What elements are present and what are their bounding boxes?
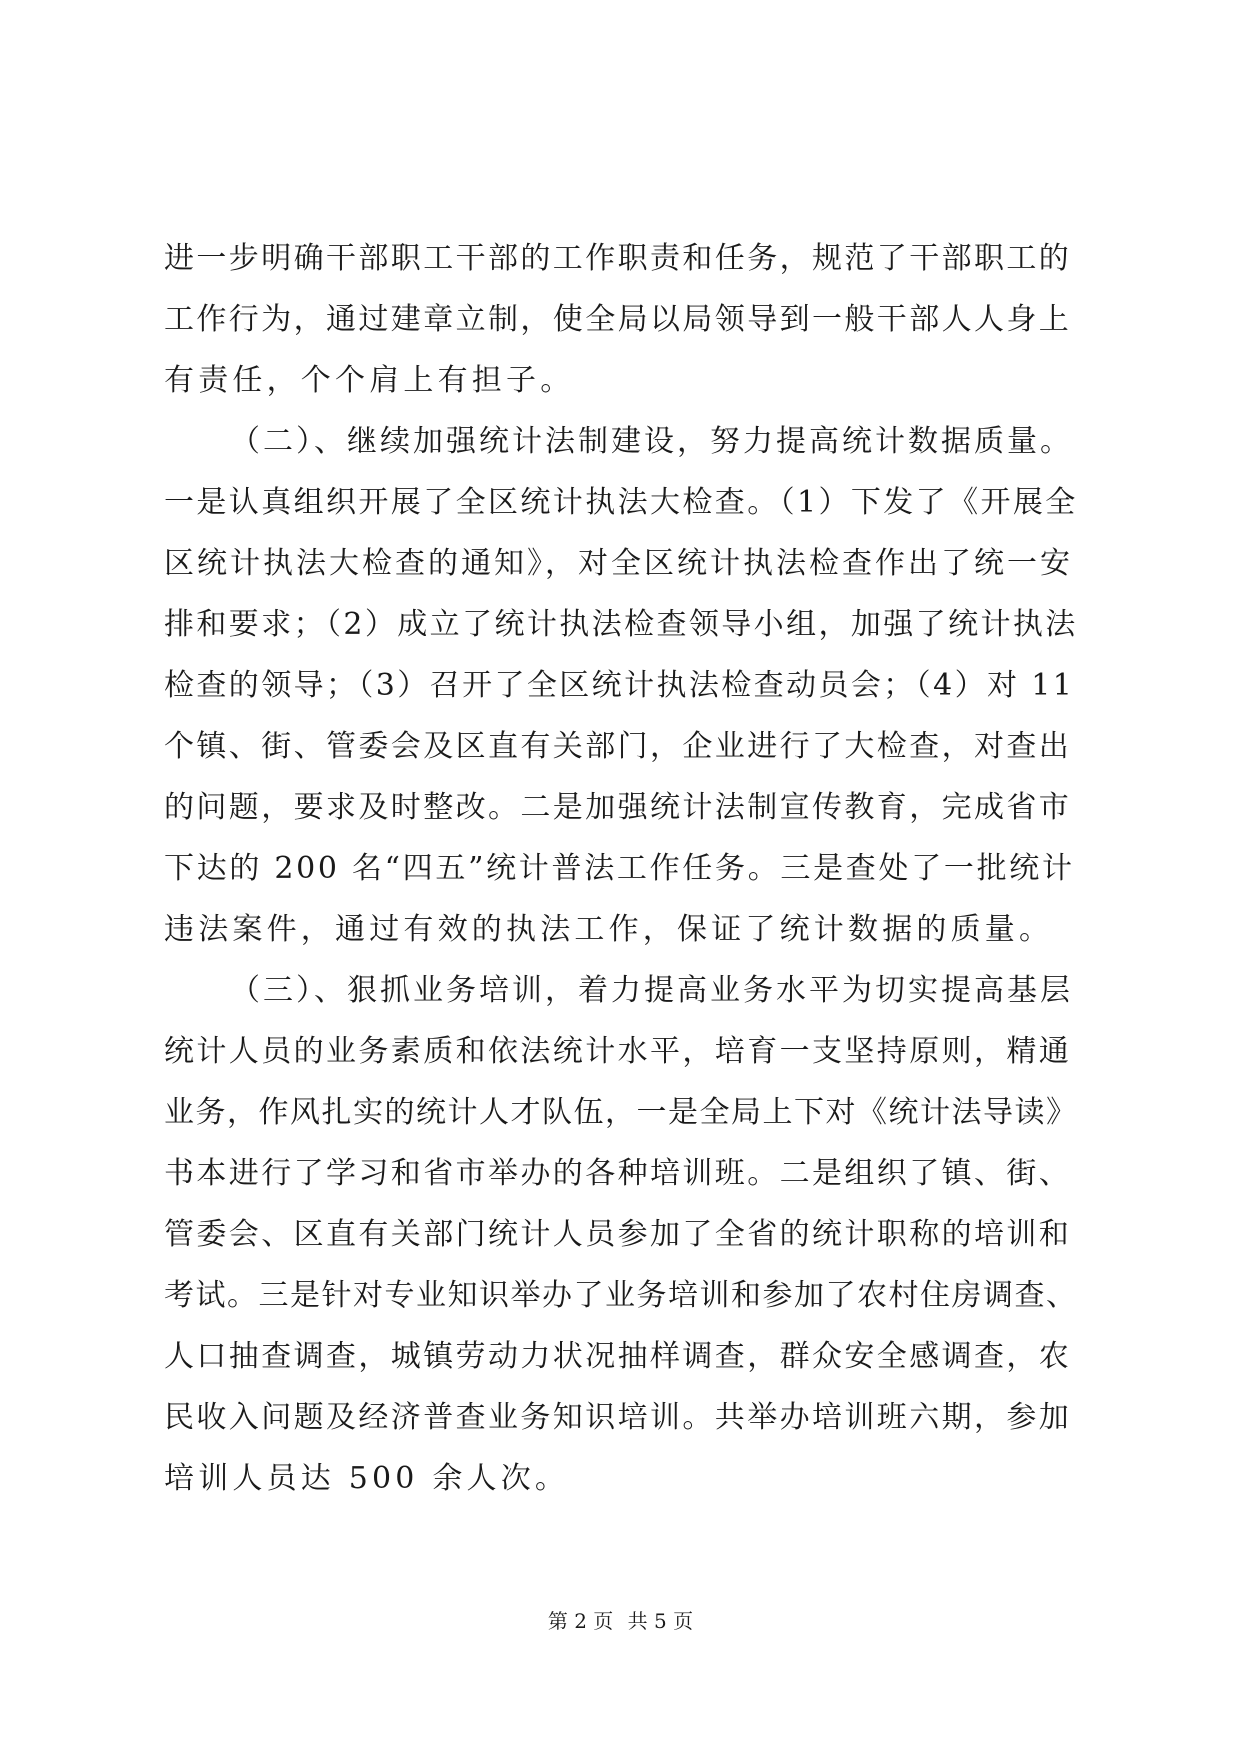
text-line-3: 有责任，个个肩上有担子。 — [164, 363, 575, 398]
text-line-1: 进一步明确干部职工干部的工作职责和任务，规范了干部职工的 — [164, 241, 1072, 276]
section-heading-2: （二）、继续加强统计法制建设，努力提高统计数据质量。 — [230, 424, 1073, 459]
text-line-21: 培训人员达 500 余人次。 — [164, 1461, 570, 1496]
document-body — [164, 228, 1078, 1509]
text-line-15: 业务，作风扎实的统计人才队伍，一是全局上下对《统计法导读》 — [164, 1095, 1078, 1130]
text-line-14: 统计人员的业务素质和依法统计水平，培育一支坚持原则，精通 — [164, 1034, 1072, 1069]
text-line-5: 一是认真组织开展了全区统计执法大检查。（1）下发了《开展全 — [164, 485, 1078, 520]
text-line-10: 的问题，要求及时整改。二是加强统计法制宣传教育，完成省市 — [164, 790, 1072, 825]
text-line-6: 区统计执法大检查的通知》，对全区统计执法检查作出了统一安 — [164, 546, 1073, 581]
text-line-8: 检查的领导；（3）召开了全区统计执法检查动员会；（4）对 11 — [164, 668, 1075, 703]
text-line-2: 工作行为，通过建章立制，使全局以局领导到一般干部人人身上 — [164, 302, 1072, 337]
section-heading-3: （三）、狠抓业务培训，着力提高业务水平为切实提高基层 — [230, 973, 1073, 1008]
text-line-12: 违法案件，通过有效的执法工作，保证了统计数据的质量。 — [164, 912, 1054, 947]
page-footer — [0, 1607, 1241, 1635]
text-line-18: 考试。三是针对专业知识举办了业务培训和参加了农村住房调查、 — [164, 1278, 1078, 1313]
page-total: 共 5 页 — [627, 1609, 694, 1633]
text-line-7: 排和要求；（2）成立了统计执法检查领导小组，加强了统计执法 — [164, 607, 1078, 642]
text-line-17: 管委会、区直有关部门统计人员参加了全省的统计职称的培训和 — [164, 1217, 1072, 1252]
text-line-19: 人口抽查调查，城镇劳动力状况抽样调查，群众安全感调查，农 — [164, 1339, 1072, 1374]
text-line-20: 民收入问题及经济普查业务知识培训。共举办培训班六期，参加 — [164, 1400, 1072, 1435]
text-line-16: 书本进行了学习和省市举办的各种培训班。二是组织了镇、街、 — [164, 1156, 1072, 1191]
page-number: 第 2 页 — [547, 1609, 614, 1633]
text-line-9: 个镇、街、管委会及区直有关部门，企业进行了大检查，对查出 — [164, 729, 1072, 764]
text-line-11: 下达的 200 名“四五”统计普法工作任务。三是查处了一批统计 — [164, 851, 1075, 886]
